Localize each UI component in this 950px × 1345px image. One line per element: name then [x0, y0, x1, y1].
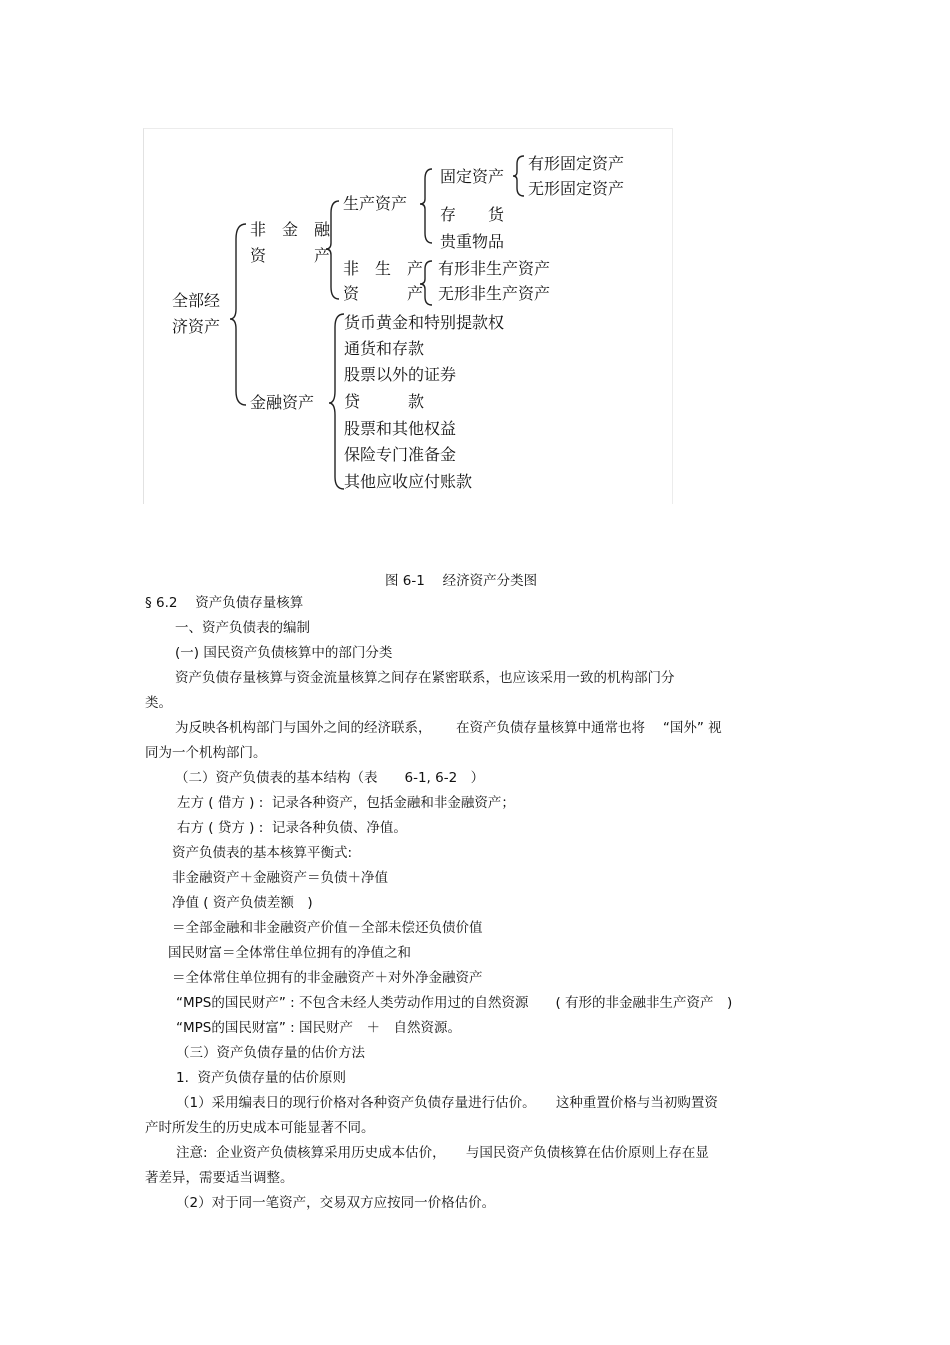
- nonproduced-label-2: 资 产: [343, 284, 424, 303]
- figure-caption: 图 6-1 经济资产分类图: [385, 573, 538, 589]
- financial-item: 股票以外的证券: [344, 365, 457, 384]
- paragraph-line: 资产负债存量核算与资金流量核算之间存在紧密联系，也应该采用一致的机构部门分: [175, 670, 675, 686]
- paragraph-line: 类。: [145, 695, 172, 711]
- paragraph-line: 右方 ( 贷方 ) : 记录各种负债、净值。: [177, 820, 407, 836]
- formula-line: ＝全体常住单位拥有的非金融资产＋对外净金融资产: [172, 970, 483, 986]
- fixed-brace: [513, 156, 524, 196]
- inventory-label: 存 货: [440, 205, 505, 224]
- paragraph-line: “MPS的国民财富” : 国民财产 ＋ 自然资源。: [176, 1020, 461, 1036]
- paragraph-line: “MPS的国民财产” : 不包含未经人类劳动作用过的自然资源 ( 有形的非金融非生产资产 ): [176, 995, 733, 1011]
- tangible-fixed-label: 有形固定资产: [528, 154, 625, 173]
- nonfinancial-label-1: 非 金 融: [250, 220, 331, 239]
- section-heading: § 6.2 资产负债存量核算: [145, 595, 304, 611]
- formula-line: 净值 ( 资产负债差额 ): [172, 895, 313, 911]
- financial-brace: [329, 314, 344, 489]
- financial-item: 股票和其他权益: [344, 419, 457, 438]
- asset-classification-figure: [143, 128, 673, 504]
- formula-line: ＝全部金融和非金融资产价值－全部未偿还负债价值: [172, 920, 483, 936]
- root-brace: [230, 224, 246, 405]
- financial-assets-label: 金融资产: [250, 393, 315, 412]
- formula-line: 国民财富＝全体常住单位拥有的净值之和: [168, 945, 411, 961]
- financial-item: 货币黄金和特别提款权: [344, 313, 505, 332]
- paragraph-line: 注意: 企业资产负债核算采用历史成本估价， 与国民资产负债核算在估价原则上存在显: [176, 1145, 709, 1161]
- nonfinancial-label-2: 资 产: [250, 246, 331, 265]
- fixed-assets-label: 固定资产: [440, 167, 505, 186]
- financial-item: 保险专门准备金: [344, 445, 457, 464]
- subsection-heading: （三）资产负债存量的估价方法: [176, 1045, 365, 1061]
- paragraph-line: 为反映各机构部门与国外之间的经济联系， 在资产负债存量核算中通常也将 “国外” 视: [175, 720, 722, 736]
- subsection-heading: 一、资产负债表的编制: [175, 620, 310, 636]
- nonfinancial-brace: [326, 201, 339, 299]
- intangible-fixed-label: 无形固定资产: [528, 179, 625, 198]
- paragraph-line: 同为一个机构部门。: [145, 745, 267, 761]
- produced-brace: [420, 169, 432, 243]
- paragraph-line: （1）采用编表日的现行价格对各种资产负债存量进行估价。 这种重置价格与当初购置资: [176, 1095, 718, 1111]
- formula-line: 非金融资产＋金融资产＝负债＋净值: [172, 870, 388, 886]
- paragraph-line: 著差异，需要适当调整。: [145, 1170, 294, 1186]
- subsection-heading: 1. 资产负债存量的估价原则: [176, 1070, 346, 1086]
- financial-item: 通货和存款: [344, 339, 425, 358]
- paragraph-line: （2）对于同一笔资产，交易双方应按同一价格估价。: [176, 1195, 496, 1211]
- classification-tree: [144, 129, 674, 505]
- subsection-heading: (一) 国民资产负债核算中的部门分类: [175, 645, 393, 661]
- paragraph-line: 资产负债表的基本核算平衡式:: [172, 845, 353, 861]
- financial-item: 其他应收应付账款: [344, 472, 473, 491]
- root-label-2: 济资产: [172, 317, 221, 336]
- root-label-1: 全部经: [172, 291, 221, 310]
- valuables-label: 贵重物品: [440, 232, 505, 251]
- subsection-heading: （二）资产负债表的基本结构（表 6-1, 6-2 ）: [175, 770, 485, 786]
- tangible-nonproduced-label: 有形非生产资产: [438, 259, 551, 278]
- produced-assets-label: 生产资产: [343, 194, 408, 213]
- financial-item: 贷 款: [344, 392, 425, 411]
- nonproduced-label-1: 非 生 产: [343, 259, 424, 278]
- intangible-nonproduced-label: 无形非生产资产: [438, 284, 551, 303]
- paragraph-line: 左方 ( 借方 ) : 记录各种资产，包括金融和非金融资产；: [177, 795, 515, 811]
- paragraph-line: 产时所发生的历史成本可能显著不同。: [145, 1120, 375, 1136]
